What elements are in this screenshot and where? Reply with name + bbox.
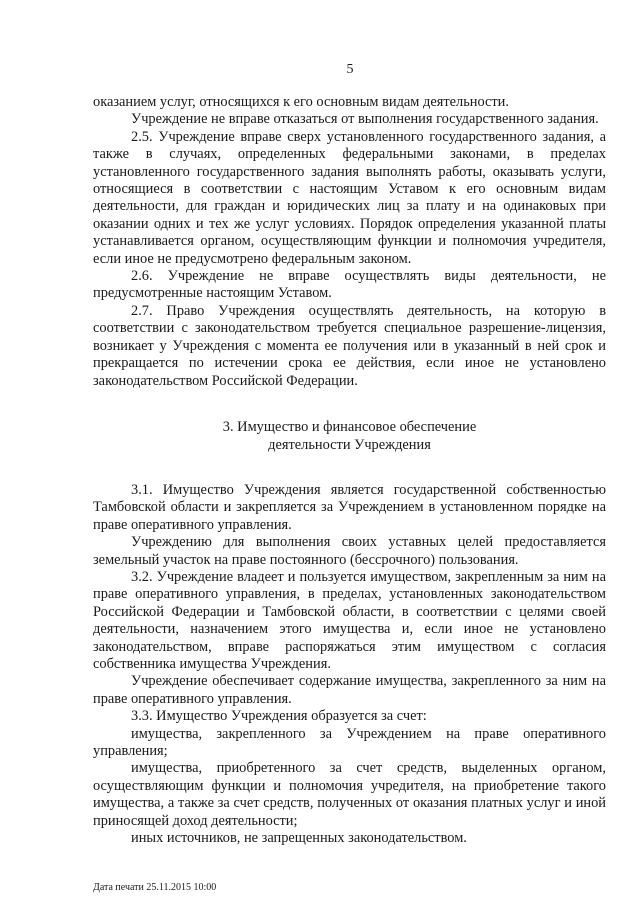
paragraph: оказанием услуг, относящихся к его основным видам деятельности. xyxy=(93,94,509,110)
paragraph-2-5: 2.5. Учреждение вправе сверх установленного государственного задания, а также в случаях, определенных федеральными законами, в пределах установленного государственного задания выполнять работы, оказывать услуги, относящиеся в соответствии с настоящим Уставом к его основным видам деятельности, для граждан и юридических лиц за плату и на одинаковых при оказании одних и тех же услуг условиях. Порядок определения указанной платы устанавливается органом, осуществляющим функции и полномочия учредителя, если иное не предусмотрено федеральным законом. xyxy=(93,128,606,267)
paragraph-3-1: 3.1. Имущество Учреждения является государственной собственностью Тамбовской области и закрепляется за Учреждением в установленном порядке на праве оперативного управления. xyxy=(93,481,606,533)
section-heading-line-2: деятельности Учреждения xyxy=(268,436,431,453)
document-body xyxy=(93,94,606,847)
paragraph: Учреждение обеспечивает содержание имущества, закрепленного за ним на праве оперативного управления. xyxy=(93,673,606,707)
paragraph: Учреждению для выполнения своих уставных целей предоставляется земельный участок на праве постоянного (бессрочного) пользования. xyxy=(93,534,606,568)
list-item: имущества, приобретенного за счет средств, выделенных органом, осуществляющим функции и полномочия учредителя, на приобретение такого имущества, а также за счет средств, полученных от оказания платных услуг и иной приносящей доход деятельности; xyxy=(93,760,606,829)
paragraph-2-7: 2.7. Право Учреждения осуществлять деятельность, на которую в соответствии с законодательством требуется специальное разрешение-лицензия, возникает у Учреждения с момента ее получения или в указанный в ней срок и прекращается по истечении срока ее действия, если иное не установлено законодательством Российской Федерации. xyxy=(93,302,606,389)
list-item: иных источников, не запрещенных законодательством. xyxy=(131,830,467,847)
paragraph-3-3: 3.3. Имущество Учреждения образуется за счет: xyxy=(131,708,427,725)
page-number: 5 xyxy=(346,62,354,77)
paragraph-3-2: 3.2. Учреждение владеет и пользуется имуществом, закрепленным за ним на праве оперативного управления, в пределах, установленных законодательством Российской Федерации и Тамбовской области, в соответствии с целями своей деятельности, назначением этого имущества и, если иное не установлено законодательством, вправе распоряжаться этим имуществом с согласия собственника имущества Учреждения. xyxy=(93,568,606,672)
list-item: имущества, закрепленного за Учреждением на праве оперативного управления; xyxy=(93,725,606,759)
paragraph-2-6: 2.6. Учреждение не вправе осуществлять виды деятельности, не предусмотренные настоящим Уставом. xyxy=(93,268,606,302)
section-heading xyxy=(93,418,606,454)
paragraph: Учреждение не вправе отказаться от выполнения государственного задания. xyxy=(131,111,599,128)
section-heading-line-1: 3. Имущество и финансовое обеспечение xyxy=(222,418,477,435)
print-date-footer: Дата печати 25.11.2015 10:00 xyxy=(93,882,217,893)
